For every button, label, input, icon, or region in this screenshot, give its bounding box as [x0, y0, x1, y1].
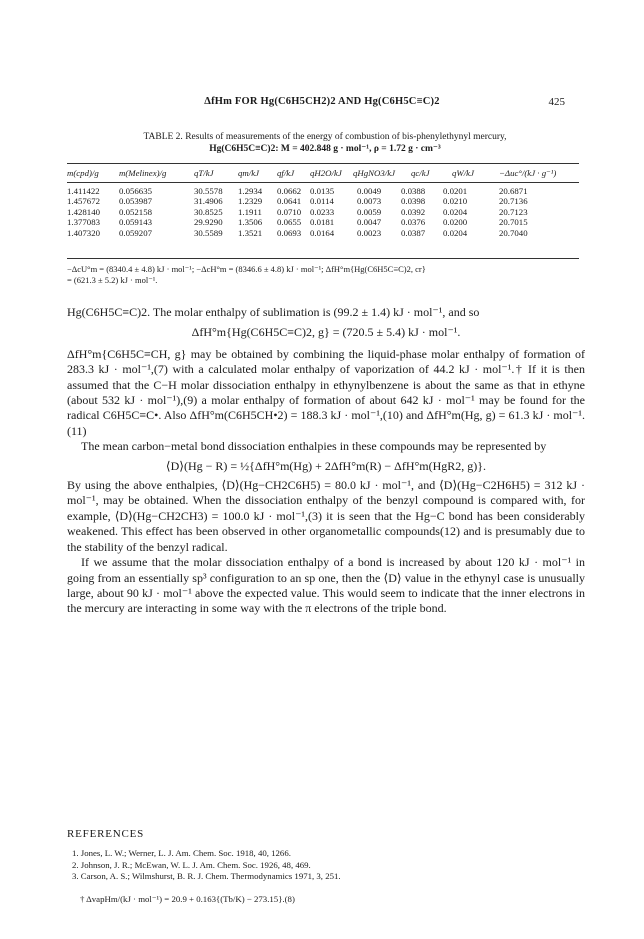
cell: 0.0641 [277, 196, 302, 207]
col-header: m(cpd)/g [67, 168, 99, 178]
cell: 1.3506 [238, 217, 263, 228]
cell: 0.053987 [119, 196, 152, 207]
cell: 0.0387 [401, 227, 426, 238]
col-header: qT/kJ [194, 168, 214, 178]
col-header: m(Melinex)/g [119, 168, 167, 178]
table-top-rule [67, 163, 579, 164]
running-header [0, 96, 644, 112]
reference-item: 2. Johnson, J. R.; McEwan, W. L. J. Am. Chem. Soc. 1926, 48, 469. [72, 859, 311, 870]
cell: 0.0233 [310, 206, 335, 217]
cell: 0.0135 [310, 186, 335, 196]
cell: 0.052158 [119, 206, 152, 217]
cell: 30.5589 [194, 227, 223, 238]
cell: 0.0114 [310, 196, 334, 207]
references-heading: REFERENCES [67, 828, 145, 840]
table-row [67, 207, 579, 217]
cell: 1.2934 [238, 186, 263, 196]
cell: 29.9290 [194, 217, 223, 228]
cell: 0.0204 [443, 227, 468, 238]
col-header: qHgNO3/kJ [353, 168, 396, 178]
table-caption [70, 131, 580, 155]
paragraph: The mean carbon−metal bond dissociation enthalpies in these compounds may be represented by [81, 439, 547, 454]
cell: 0.059143 [119, 217, 152, 228]
cell: 31.4906 [194, 196, 223, 207]
col-header: qf/kJ [277, 168, 295, 178]
table-header-row [67, 168, 579, 178]
cell: 0.0164 [310, 227, 335, 238]
table-bottom-rule [67, 258, 579, 259]
cell: 0.059207 [119, 227, 152, 238]
cell: 1.377083 [67, 217, 100, 228]
cell: 20.7015 [499, 217, 528, 228]
cell: 0.0023 [357, 227, 382, 238]
cell: 0.0059 [357, 206, 382, 217]
paragraph: ΔfH°m{C6H5C≡CH, g} may be obtained by combining the liquid-phase molar enthalpy of formation of 283.3 kJ · mol⁻¹,(7) with a calculated molar enthalpy of vaporization of 44.2 kJ · mol⁻¹.† If it is then assumed that the C−H molar dissociation enthalpy in ethynylbenzene is about the same as that in ethyne (about 532 kJ · mol⁻¹),(9) a molar enthalpy of formation of about 642 kJ · mol⁻¹ may be found for the radical C6H5C≡C•. Also ΔfH°m(C6H5CH•2) = 188.3 kJ · mol⁻¹,(10) and ΔfH°m(Hg, g) = 61.3 kJ · mol⁻¹.(11) [67, 346, 585, 438]
table-footnote-line2: = (621.3 ± 5.2) kJ · mol⁻¹. [67, 275, 158, 285]
cell: 1.3521 [238, 227, 263, 238]
cell: 20.6871 [499, 186, 528, 196]
cell: 0.0047 [357, 217, 382, 228]
col-header: qW/kJ [452, 168, 474, 178]
table-caption-line2: Hg(C6H5C≡C)2: M = 402.848 g · mol⁻¹, ρ = 1.72 g · cm⁻³ [209, 144, 441, 154]
col-header: qH2O/kJ [310, 168, 342, 178]
cell: 1.457672 [67, 196, 100, 207]
table-row [67, 217, 579, 227]
cell: 0.0376 [401, 217, 426, 228]
table-row [67, 186, 579, 196]
references-list [72, 848, 582, 883]
reference-item: 1. Jones, L. W.; Werner, L. J. Am. Chem. Soc. 1918, 40, 1266. [72, 848, 291, 858]
cell: 1.428140 [67, 206, 100, 217]
cell: 0.0662 [277, 186, 302, 196]
cell: 0.0200 [443, 217, 468, 228]
cell: 1.407320 [67, 227, 100, 238]
cell: 0.0073 [357, 196, 382, 207]
page-number: 425 [548, 96, 565, 108]
cell: 0.0201 [443, 186, 468, 196]
table-row [67, 228, 579, 238]
body-text [67, 305, 585, 617]
cell: 30.8525 [194, 206, 223, 217]
cell: 0.056635 [119, 186, 152, 196]
table-header-rule [67, 182, 579, 183]
cell: 0.0181 [310, 217, 335, 228]
cell: 20.7123 [499, 206, 528, 217]
cell: 0.0710 [277, 206, 302, 217]
col-header: −Δuc°/(kJ · g⁻¹) [499, 168, 557, 178]
table-body [67, 186, 579, 238]
cell: 0.0693 [277, 227, 302, 238]
cell: 0.0392 [401, 206, 426, 217]
paragraph: By using the above enthalpies, ⟨D⟩(Hg−CH2C6H5) = 80.0 kJ · mol⁻¹, and ⟨D⟩(Hg−C2H6H5) = 312 kJ · mol⁻¹, may be obtained. When the dissociation enthalpy of the benzyl compound is compared with, for example, ⟨D⟩(Hg−CH2CH3) = 100.0 kJ · mol⁻¹,(3) it is seen that the Hg−C bond has been considerably weakened. This effect has been observed in other organometallic compounds(12) and is presumably due to the stability of the benzyl radical. [67, 478, 585, 554]
equation: ⟨D⟩(Hg − R) = ½{ΔfH°m(Hg) + 2ΔfH°m(R) − ΔfH°m(HgR2, g)}. [165, 458, 487, 473]
table-label: TABLE 2. [143, 132, 183, 142]
paragraph: Hg(C6H5C≡C)2. The molar enthalpy of sublimation is (99.2 ± 1.4) kJ · mol⁻¹, and so [67, 305, 480, 319]
cell: 1.411422 [67, 186, 100, 196]
col-header: qc/kJ [411, 168, 430, 178]
cell: 0.0204 [443, 206, 468, 217]
paragraph: If we assume that the molar dissociation enthalpy of a bond is increased by about 120 kJ · mol⁻¹ in going from an essentially sp³ configuration to an sp one, then the ⟨D⟩ value in the ethynyl case is unusually large, about 90 kJ · mol⁻¹ above the expected value. This would seem to indicate that the inner electrons in the mercury are interacting in some way with the π electrons of the triple bond. [67, 555, 585, 616]
equation: ΔfH°m{Hg(C6H5C≡C)2, g} = (720.5 ± 5.4) kJ · mol⁻¹. [191, 325, 461, 340]
cell: 1.2329 [238, 196, 263, 207]
cell: 0.0398 [401, 196, 426, 207]
running-title: ΔfHm FOR Hg(C6H5CH2)2 AND Hg(C6H5C≡C)2 [204, 96, 440, 107]
footnote: † ΔvapHm/(kJ · mol⁻¹) = 20.9 + 0.163{(Tb/K) − 273.15}.(8) [80, 894, 295, 904]
cell: 20.7136 [499, 196, 528, 207]
cell: 1.1911 [238, 206, 262, 217]
cell: 0.0655 [277, 217, 302, 228]
col-header: qm/kJ [238, 168, 260, 178]
cell: 0.0210 [443, 196, 468, 207]
table-footnote [67, 264, 587, 286]
cell: 0.0388 [401, 186, 426, 196]
cell: 30.5578 [194, 186, 223, 196]
table-footnote-line1: −ΔcU°m = (8340.4 ± 4.8) kJ · mol⁻¹; −ΔcH°m = (8346.6 ± 4.8) kJ · mol⁻¹; ΔfH°m{Hg(C6H5C≡C)2, cr} [67, 264, 426, 274]
reference-item: 3. Carson, A. S.; Wilmshurst, B. R. J. Chem. Thermodynamics 1971, 3, 251. [72, 871, 341, 881]
table-row [67, 196, 579, 206]
cell: 20.7040 [499, 227, 528, 238]
table-caption-line1: Results of measurements of the energy of combustion of bis-phenylethynyl mercury, [185, 132, 507, 142]
cell: 0.0049 [357, 186, 382, 196]
